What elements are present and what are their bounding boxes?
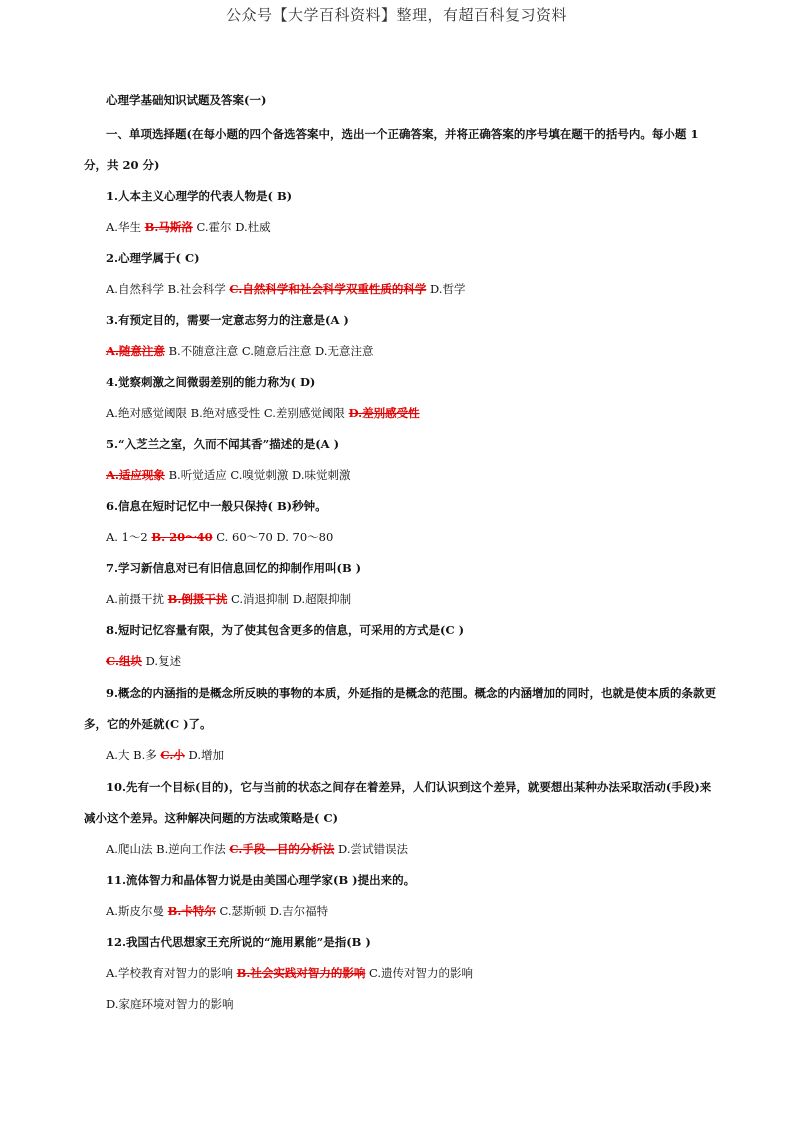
options-row: A.随意注意 B.不随意注意 C.随意后注意 D.无意注意 [106,344,374,358]
correct-answer: A.适应现象 [106,468,165,482]
question-stem: 12.我国古代思想家王充所说的“施用累能”是指(B ) [106,935,371,949]
question-stem: 3.有预定目的，需要一定意志努力的注意是(A ) [106,313,349,327]
correct-answer: C.自然科学和社会科学双重性质的科学 [229,282,427,296]
options-row: A.绝对感觉阈限 B.绝对感受性 C.差别感觉阈限 D.差别感受性 [106,406,420,420]
correct-answer: C.小 [160,748,185,762]
options-row: A.适应现象 B.听觉适应 C.嗅觉刺激 D.味觉刺激 [106,468,351,482]
question-stem: 8.短时记忆容量有限，为了使其包含更多的信息，可采用的方式是(C ) [106,623,465,637]
correct-answer: B.倒摄干扰 [167,592,228,606]
question-stem: 1.人本主义心理学的代表人物是( B) [106,189,293,203]
section-heading: 一、单项选择题(在每小题的四个备选答案中，选出一个正确答案，并将正确答案的序号填在题干的括号内。每小题 1 分，共 20 分) [84,127,699,172]
correct-answer: C.手段—目的分析法 [229,842,335,856]
correct-answer: A.随意注意 [106,344,165,358]
question-stem: 7.学习新信息对已有旧信息回忆的抑制作用叫(B ) [106,561,362,575]
question-stem: 2.心理学属于( C) [106,251,200,265]
correct-answer: B.社会实践对智力的影响 [236,966,366,980]
question-stem: 9.概念的内涵指的是概念所反映的事物的本质，外延指的是概念的范围。概念的内涵增加的同时，也就是使本质的条款更多，它的外延就(C )了。 [84,686,716,731]
options-row: A.大 B.多 C.小 D.增加 [106,748,224,762]
question-stem: 10.先有一个目标(目的)，它与当前的状态之间存在着差异，人们认识到这个差异，就要想出某种办法采取活动(手段)来减小这个差异。这种解决问题的方法或策略是( C) [84,780,712,825]
correct-answer: B. 20～40 [151,530,213,544]
options-row: A.斯皮尔曼 B.卡特尔 C.瑟斯顿 D.吉尔福特 [106,904,329,918]
question-stem: 4.觉察刺激之间微弱差别的能力称为( D) [106,375,316,389]
question-stem: 11.流体智力和晶体智力说是由美国心理学家(B )提出来的。 [106,873,416,887]
options-row: A.爬山法 B.逆向工作法 C.手段—目的分析法 D.尝试错误法 [106,842,408,856]
options-row: A.前摄干扰 B.倒摄干扰 C.消退抑制 D.超限抑制 [106,592,352,606]
correct-answer: C.组块 [106,654,142,668]
correct-answer: D.差别感受性 [348,406,420,420]
question-stem: 6.信息在短时记忆中一般只保持( B)秒钟。 [106,499,327,513]
options-row: C.组块 D.复述 [106,654,182,668]
options-row-continued: D.家庭环境对智力的影响 [106,997,234,1011]
options-row: A.自然科学 B.社会科学 C.自然科学和社会科学双重性质的科学 D.哲学 [106,282,466,296]
page-title: 心理学基础知识试题及答案(一) [106,93,267,107]
options-row: A.学校教育对智力的影响 B.社会实践对智力的影响 C.遗传对智力的影响 [106,966,474,980]
options-row: A. 1～2 B. 20～40 C. 60～70 D. 70～80 [106,530,334,544]
correct-answer: B.马斯洛 [144,220,193,234]
watermark-header: 公众号【大学百科资料】整理，有超百科复习资料 [225,6,567,24]
question-stem: 5.“入芝兰之室，久而不闻其香”描述的是(A ) [106,437,340,451]
correct-answer: B.卡特尔 [167,904,216,918]
options-row: A.华生 B.马斯洛 C.霍尔 D.杜威 [106,220,271,234]
